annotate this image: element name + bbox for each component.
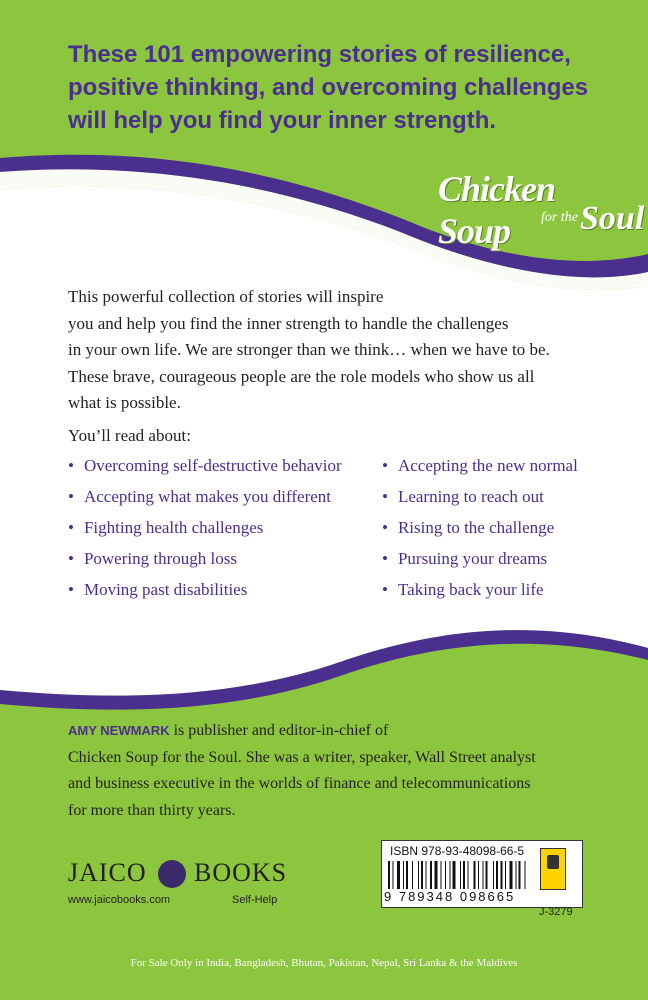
- logo-soul: Soul: [580, 200, 645, 237]
- intro-line: in your own life. We are stronger than we think… when we have to be.: [68, 340, 550, 359]
- topic-text: Rising to the challenge: [397, 518, 555, 537]
- topic-text: Accepting what makes you different: [83, 487, 332, 506]
- isbn-label: ISBN 978-93-48098-66-5: [390, 844, 525, 858]
- topic-text: Powering through loss: [83, 549, 237, 568]
- read-about-heading: You’ll read about:: [68, 426, 191, 445]
- topic-text: Taking back your life: [397, 580, 544, 599]
- topic-item: [68, 456, 342, 476]
- bio-text: is publisher and editor-in-chief of: [169, 722, 389, 739]
- intro-line: This powerful collection of stories will inspire: [68, 287, 384, 306]
- author-bio: [68, 718, 638, 824]
- topic-text: Accepting the new normal: [397, 456, 578, 475]
- bullet: •: [382, 518, 388, 537]
- intro-line: you and help you find the inner strength to handle the challenges: [68, 313, 509, 333]
- bio-line: Chicken Soup for the Soul. She was a writer, speaker, Wall Street analyst: [68, 748, 536, 766]
- ebook-badge: [540, 848, 566, 890]
- topic-text: Learning to reach out: [397, 487, 544, 506]
- bullet: •: [382, 487, 388, 506]
- bullet: •: [382, 549, 388, 568]
- logo-chicken-soup: Chicken Soup: [438, 169, 556, 251]
- publisher-emblem-icon: [158, 860, 186, 888]
- intro-line: These brave, courageous people are the role models who show us all: [68, 366, 535, 386]
- topic-text: Pursuing your dreams: [397, 549, 548, 568]
- bullet: •: [68, 487, 74, 506]
- intro-paragraph: [68, 284, 628, 417]
- bullet: •: [68, 518, 74, 537]
- topic-item: [382, 580, 544, 600]
- bio-line: [68, 718, 638, 745]
- barcode-number: 9 789348 098665: [384, 889, 516, 904]
- logo-for-the: for the: [541, 210, 578, 225]
- bullet: •: [68, 456, 74, 475]
- topic-item: [68, 487, 331, 507]
- chicken-soup-logo: [438, 168, 645, 251]
- topic-item: [382, 549, 547, 569]
- bullet: •: [382, 580, 388, 599]
- topic-item: [382, 487, 544, 507]
- catalog-code: J-3279: [539, 906, 573, 918]
- author-name: AMY NEWMARK: [68, 723, 170, 738]
- genre-label: Self-Help: [232, 894, 278, 906]
- topic-item: [68, 518, 263, 538]
- topic-text: Overcoming self-destructive behavior: [83, 456, 342, 475]
- topic-item: [382, 518, 554, 538]
- publisher-name-right: BOOKS: [194, 858, 288, 887]
- sale-notice: For Sale Only in India, Bangladesh, Bhutan, Pakistan, Nepal, Sri Lanka & the Maldives: [130, 957, 518, 969]
- publisher-website: www.jaicobooks.com: [68, 894, 171, 906]
- bio-line: and business executive in the worlds of finance and telecommunications: [68, 775, 531, 792]
- topic-item: [68, 580, 247, 600]
- ebook-icon: [547, 855, 559, 869]
- bullet: •: [68, 580, 74, 599]
- bullet: •: [68, 549, 74, 568]
- topic-item: [68, 549, 237, 569]
- bullet: •: [382, 456, 388, 475]
- topic-text: Fighting health challenges: [83, 518, 264, 537]
- publisher-name-left: JAICO: [68, 858, 147, 887]
- topic-item: [382, 456, 578, 476]
- bio-line: for more than thirty years.: [68, 801, 236, 819]
- tagline: These 101 empowering stories of resilience, positive thinking, and overcoming challenges will help you find your inner strength.: [68, 41, 589, 134]
- topic-text: Moving past disabilities: [83, 580, 248, 599]
- intro-line: what is possible.: [68, 393, 181, 412]
